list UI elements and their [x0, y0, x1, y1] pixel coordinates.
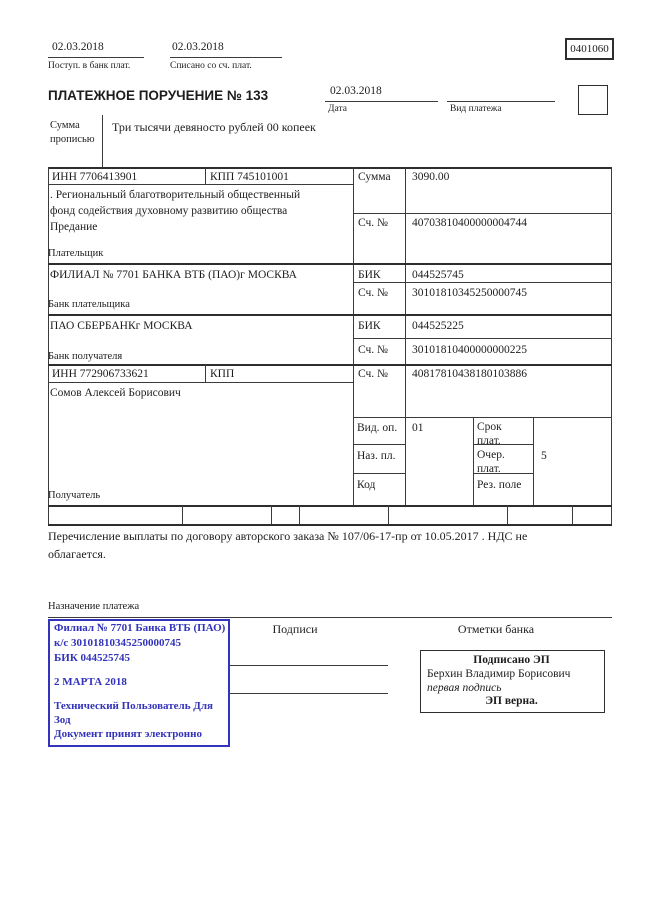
sum-value: 3090.00	[412, 171, 450, 183]
payee-bank-bik-label: БИК	[358, 320, 381, 332]
bank-stamp-line: Документ принят электронно	[54, 728, 202, 740]
payer-account-label: Сч. №	[358, 217, 389, 229]
payer-bank-name: ФИЛИАЛ № 7701 БАНКА ВТБ (ПАО)г МОСКВА	[50, 269, 297, 281]
received-date-label: Поступ. в банк плат.	[48, 61, 131, 71]
payer-account: 40703810400000004744	[412, 217, 527, 229]
payer-kpp: КПП 745101001	[210, 171, 289, 183]
payee-bank-label: Банк получателя	[48, 351, 123, 362]
payee-kpp: КПП	[210, 368, 235, 380]
bank-stamp-line: к/с 30101810345250000745	[54, 637, 182, 649]
form-code-box: 0401060	[565, 38, 614, 60]
payer-bank-bik: 044525745	[412, 269, 464, 281]
amount-in-words: Три тысячи девяносто рублей 00 копеек	[112, 120, 316, 134]
purpose-line2: облагается.	[48, 547, 106, 561]
payer-inn: ИНН 7706413901	[52, 171, 138, 183]
purpose-label: Назначение платежа	[48, 601, 140, 612]
payment-type-box	[578, 85, 608, 115]
bank-stamp-line: Филиал № 7701 Банка ВТБ (ПАО)	[54, 622, 226, 634]
payer-bank-label: Банк плательщика	[48, 299, 130, 310]
reserve-field-label: Рез. поле	[477, 479, 522, 491]
purpose-line1: Перечисление выплаты по договору авторского заказа № 107/06-17-пр от 10.05.2017 . НДС не	[48, 529, 528, 543]
term-label: Срок плат.	[477, 421, 502, 448]
ep-stamp-title: Подписано ЭП	[473, 654, 550, 666]
payee-bank-bik: 044525225	[412, 320, 464, 332]
op-type-label: Вид. оп.	[357, 422, 398, 434]
payee-account-label: Сч. №	[358, 368, 389, 380]
payer-label: Плательщик	[48, 248, 104, 259]
ep-stamp-signature-note: первая подпись	[427, 682, 502, 694]
bank-marks-title: Отметки банка	[457, 622, 535, 636]
bank-stamp-line: Зод	[54, 714, 71, 726]
payee-label: Получатель	[48, 490, 101, 501]
sum-label: Сумма	[358, 171, 391, 183]
payee-bank-account: 30101810400000000225	[412, 344, 527, 356]
purpose-code-label: Наз. пл.	[357, 450, 396, 462]
amount-in-words-label-2: прописью	[50, 134, 95, 145]
code-label: Код	[357, 479, 376, 491]
date-label: Дата	[328, 104, 347, 114]
document-date: 02.03.2018	[330, 85, 382, 97]
bank-stamp-date: 2 МАРТА 2018	[54, 676, 127, 688]
order-value: 5	[541, 450, 547, 462]
amount-in-words-label-1: Сумма	[50, 120, 80, 131]
payee-bank-name: ПАО СБЕРБАНКг МОСКВА	[50, 320, 193, 332]
payee-name: Сомов Алексей Борисович	[50, 387, 181, 399]
ep-stamp-signer-name: Берхин Владимир Борисович	[427, 668, 571, 680]
payer-name-line3: Предание	[50, 221, 98, 233]
payer-bank-account-label: Сч. №	[358, 287, 389, 299]
payee-bank-account-label: Сч. №	[358, 344, 389, 356]
bank-stamp-line: Технический Пользователь Для	[54, 700, 213, 712]
ep-stamp-verified: ЭП верна.	[485, 695, 538, 707]
payee-account: 40817810438180103886	[412, 368, 527, 380]
received-date: 02.03.2018	[52, 41, 104, 53]
bank-stamp-line: БИК 044525745	[54, 652, 131, 664]
payer-bank-bik-label: БИК	[358, 269, 381, 281]
order-label: Очер. плат.	[477, 449, 505, 476]
document-title: ПЛАТЕЖНОЕ ПОРУЧЕНИЕ № 133	[48, 88, 269, 103]
signatures-title: Подписи	[272, 622, 318, 636]
debited-date-label: Списано со сч. плат.	[170, 61, 252, 71]
payer-name-line1: . Региональный благотворительный общественный	[50, 189, 301, 201]
payment-type-label: Вид платежа	[450, 104, 502, 114]
payer-name-line2: фонд содействия духовному развитию общества	[50, 205, 288, 217]
payer-bank-account: 30101810345250000745	[412, 287, 527, 299]
payee-inn: ИНН 772906733621	[52, 368, 149, 380]
debited-date: 02.03.2018	[172, 41, 224, 53]
op-type-value: 01	[412, 422, 424, 434]
